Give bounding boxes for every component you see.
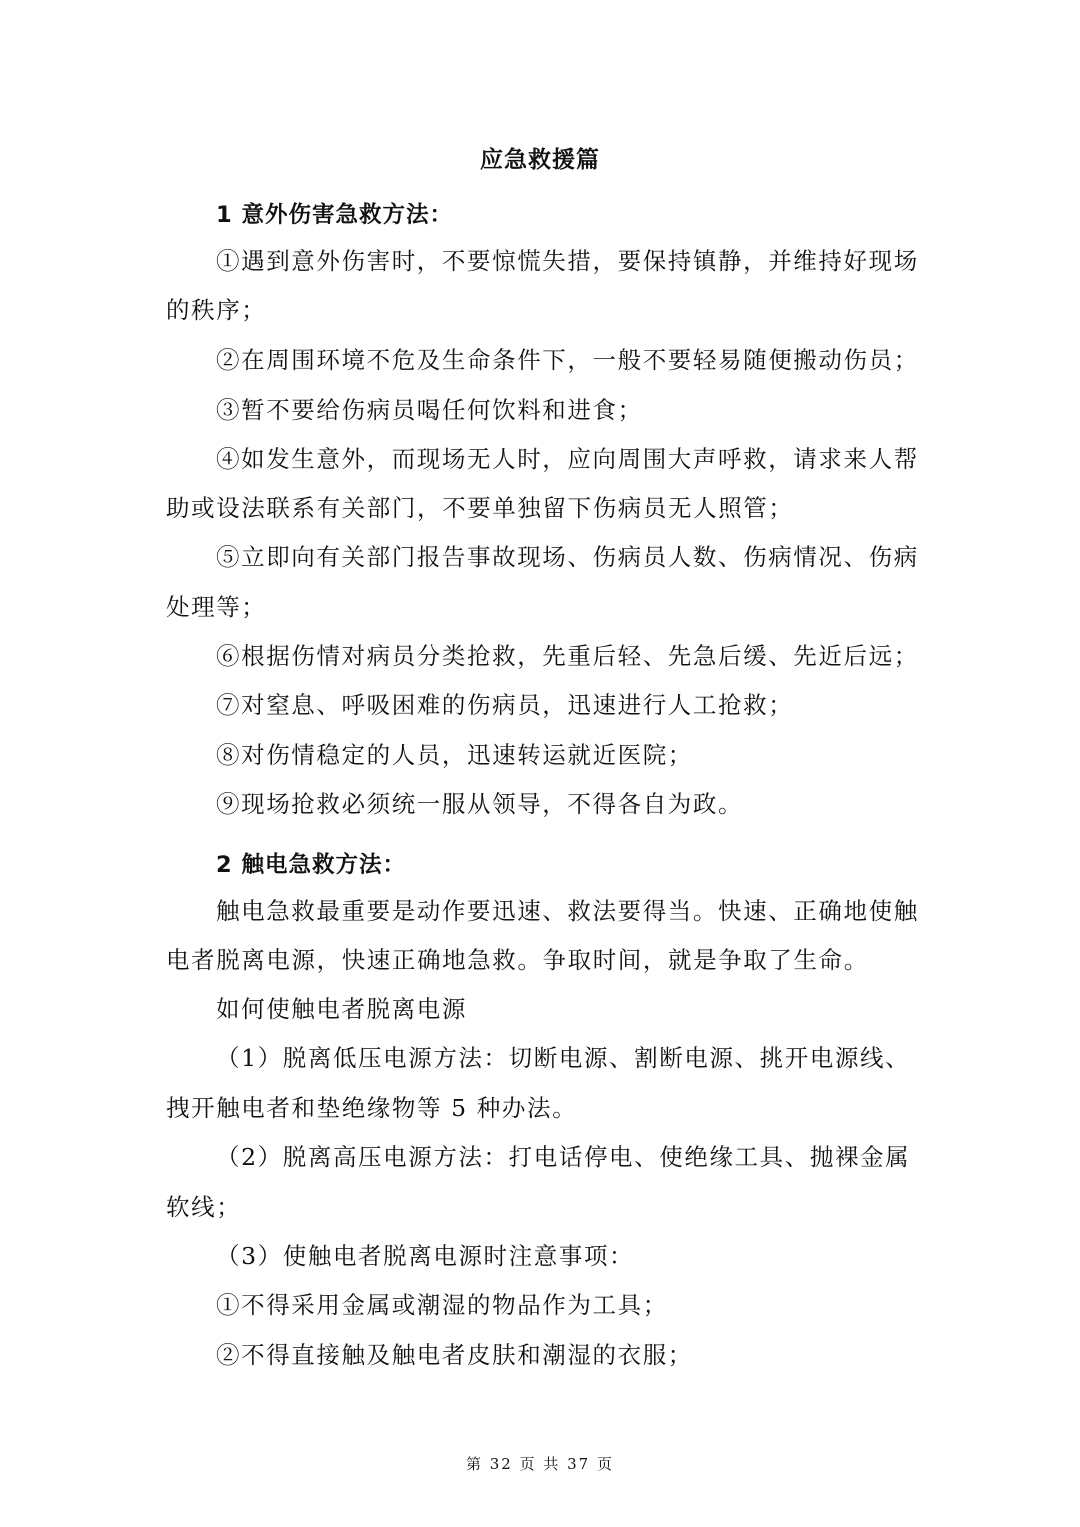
- paragraph-line: ⑤立即向有关部门报告事故现场、伤病员人数、伤病情况、伤病: [216, 543, 919, 571]
- section-2-heading: 2 触电急救方法：: [216, 852, 406, 878]
- page-title: 应急救援篇: [480, 147, 600, 173]
- paragraph-line: 处理等；: [166, 593, 267, 621]
- paragraph-line: ③暂不要给伤病员喝任何饮料和进食；: [216, 396, 643, 424]
- paragraph-line: 软线；: [166, 1193, 242, 1221]
- page-number-footer: 第 32 页 共 37 页: [465, 1455, 614, 1473]
- paragraph-line: 电者脱离电源，快速正确地急救。争取时间，就是争取了生命。: [166, 946, 869, 974]
- paragraph-line: 如何使触电者脱离电源: [216, 995, 467, 1023]
- paragraph-line: ①不得采用金属或潮湿的物品作为工具；: [216, 1291, 668, 1319]
- paragraph-line: ⑥根据伤情对病员分类抢救，先重后轻、先急后缓、先近后远；: [216, 642, 919, 670]
- paragraph-line: ④如发生意外，而现场无人时，应向周围大声呼救，请求来人帮: [216, 445, 919, 473]
- paragraph-line: ②在周围环境不危及生命条件下，一般不要轻易随便搬动伤员；: [216, 346, 919, 374]
- paragraph-line: 的秩序；: [166, 296, 267, 324]
- paragraph-line: 助或设法联系有关部门，不要单独留下伤病员无人照管；: [166, 494, 794, 522]
- paragraph-line: ②不得直接触及触电者皮肤和潮湿的衣服；: [216, 1341, 693, 1369]
- paragraph-line: ⑦对窒息、呼吸困难的伤病员，迅速进行人工抢救；: [216, 691, 794, 719]
- paragraph-line: （2）脱离高压电源方法：打电话停电、使绝缘工具、抛裸金属: [216, 1143, 911, 1171]
- paragraph-line: （1）脱离低压电源方法：切断电源、割断电源、挑开电源线、: [216, 1044, 911, 1072]
- paragraph-line: 触电急救最重要是动作要迅速、救法要得当。快速、正确地使触: [216, 897, 919, 925]
- paragraph-line: ①遇到意外伤害时，不要惊慌失措，要保持镇静，并维持好现场: [216, 247, 919, 275]
- paragraph-line: ⑨现场抢救必须统一服从领导，不得各自为政。: [216, 790, 744, 818]
- paragraph-line: （3）使触电者脱离电源时注意事项：: [216, 1242, 635, 1270]
- section-1-heading: 1 意外伤害急救方法：: [216, 202, 453, 228]
- paragraph-line: ⑧对伤情稳定的人员，迅速转运就近医院；: [216, 741, 693, 769]
- paragraph-line: 拽开触电者和垫绝缘物等 5 种办法。: [166, 1094, 578, 1122]
